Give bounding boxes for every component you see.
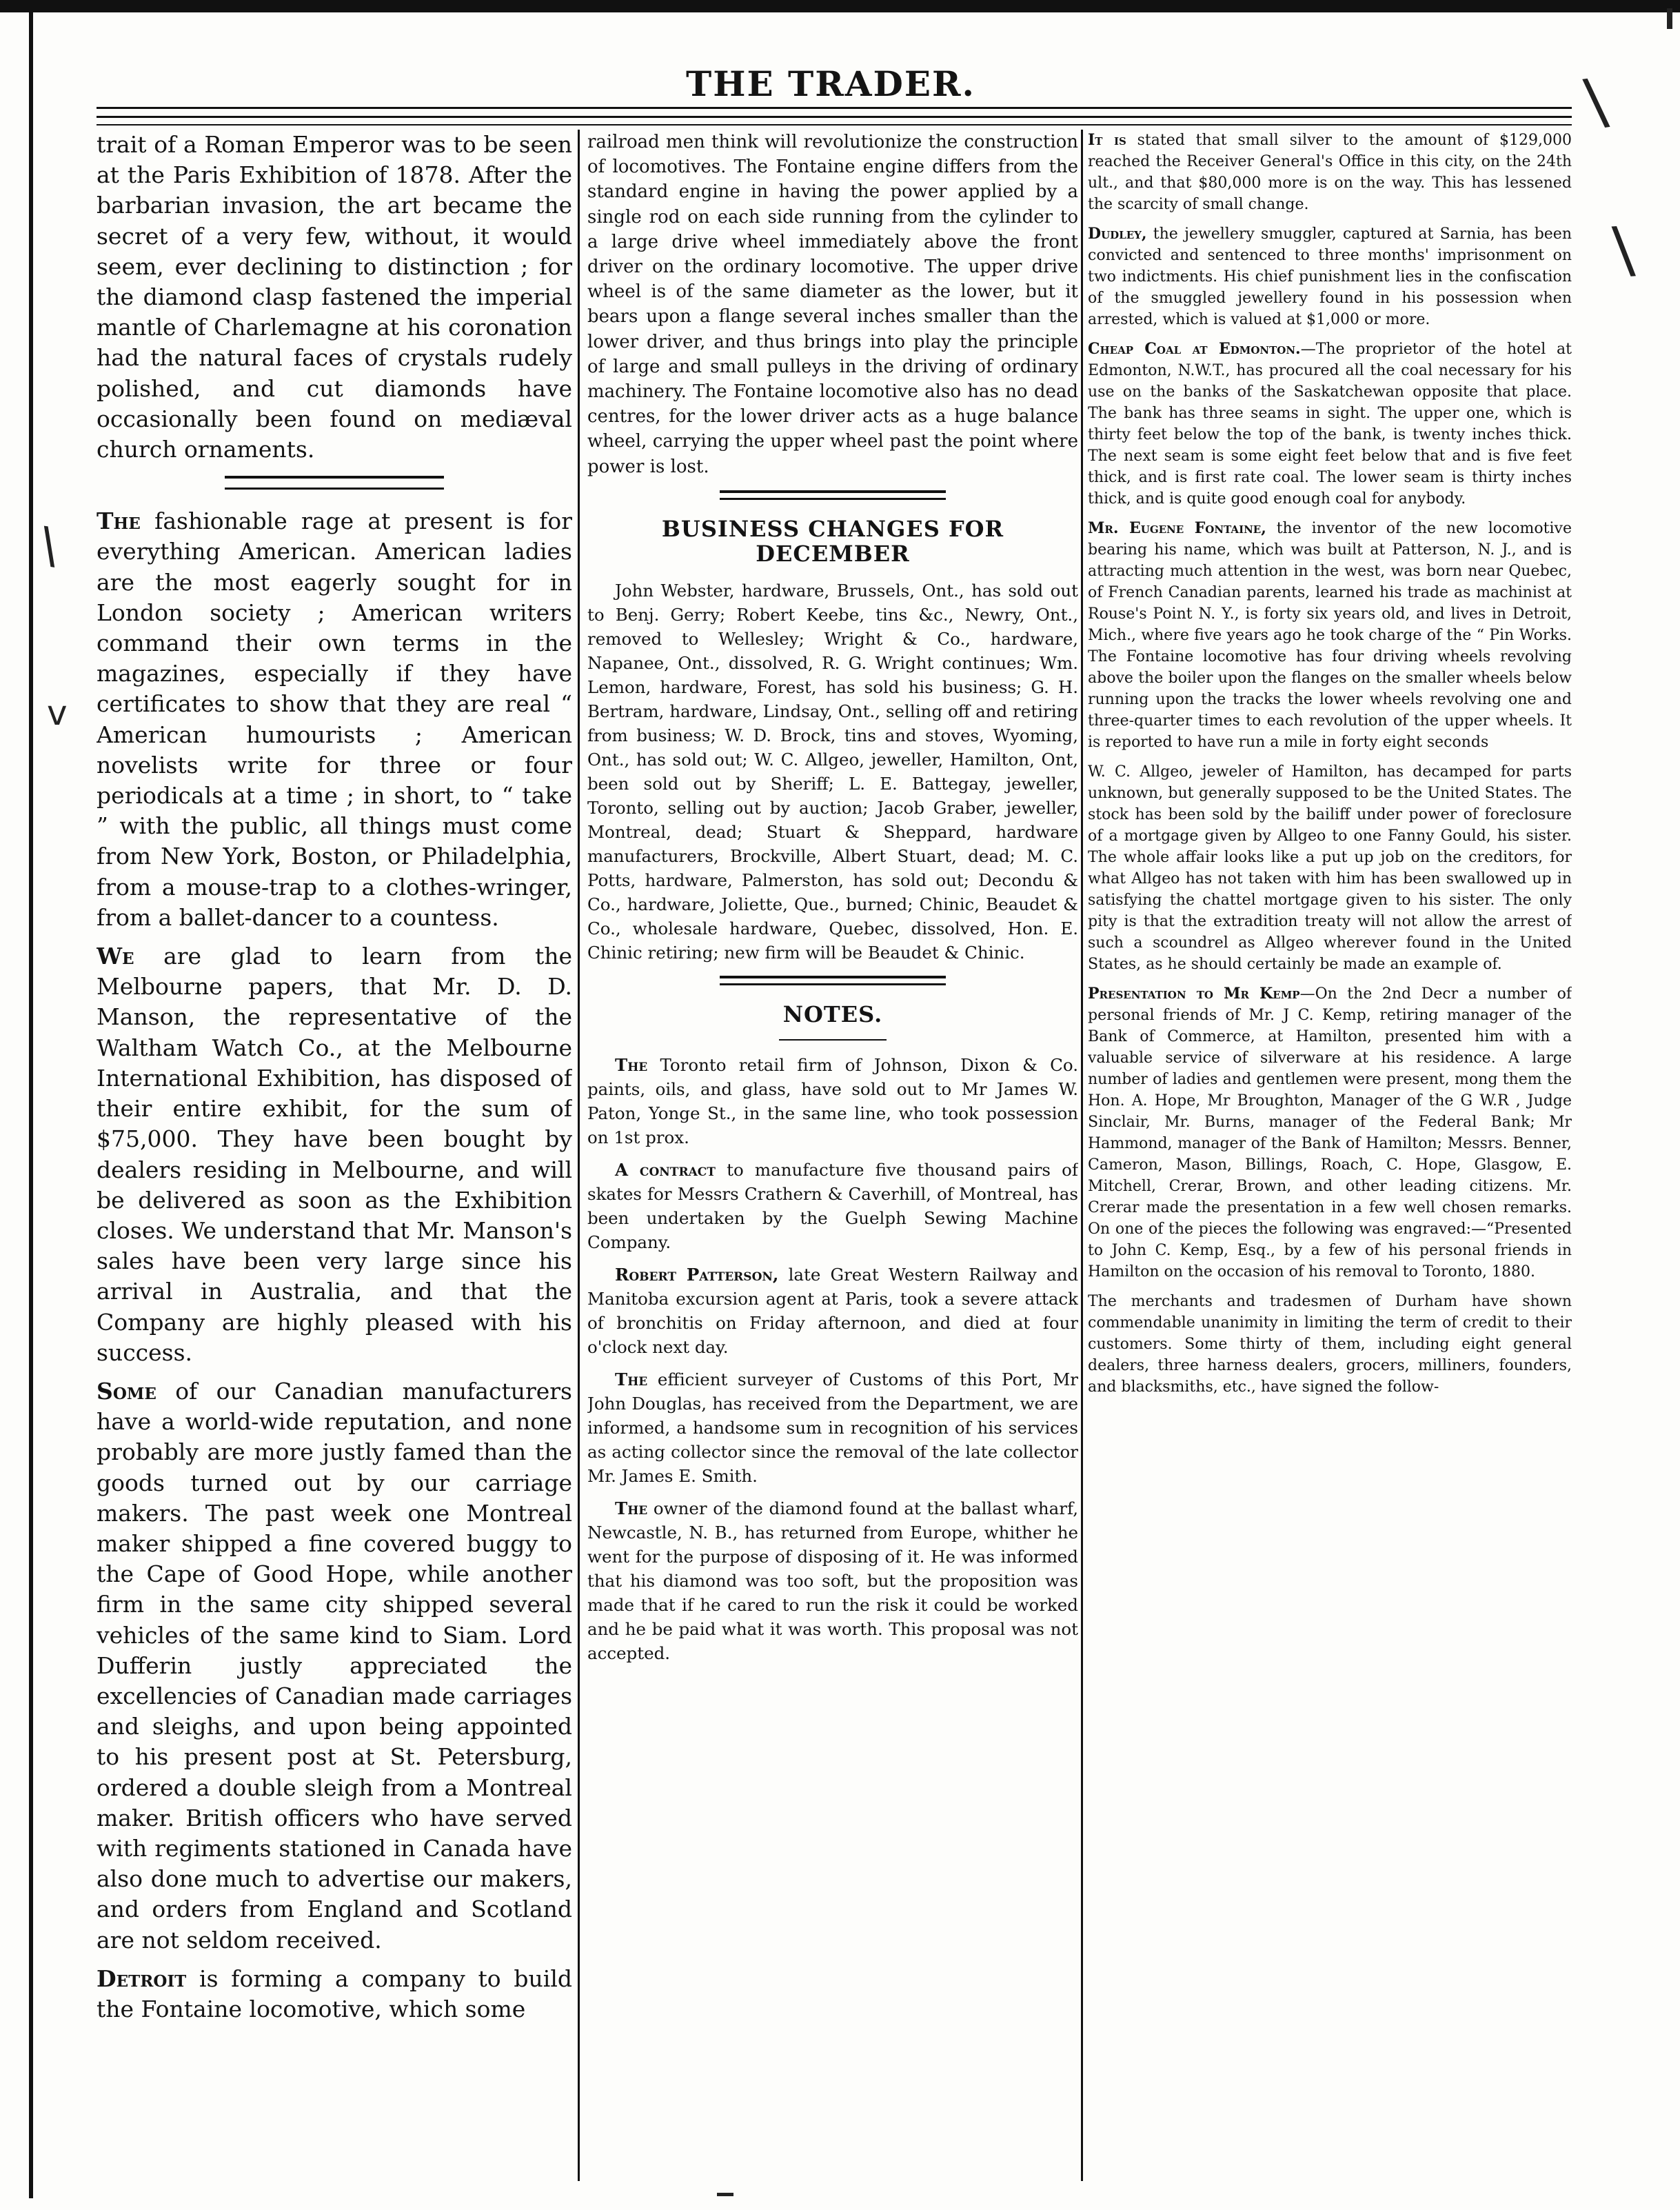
note-paragraph xyxy=(1088,518,1572,753)
lead-word: A contract xyxy=(615,1160,716,1181)
article-paragraph xyxy=(97,941,572,1368)
note-paragraph xyxy=(587,1158,1078,1254)
column-3 xyxy=(1088,130,1572,2210)
note-paragraph xyxy=(1088,983,1572,1283)
lead-word: Mr. Eugene Fontaine, xyxy=(1088,519,1266,537)
note-paragraph: The merchants and tradesmen of Durham have shown commendable unanimity in limiting the term of credit to their customers. Some thirty of them, including eight general dealers, three harness dealers, grocers, milliners, founders, and blacksmiths, etc., have signed the follow- xyxy=(1088,1293,1572,1396)
handwritten-check-mark: \ xyxy=(37,516,62,575)
note-text: —The proprietor of the hotel at Edmonton, N.W.T., has procured all the coal necessary for his use on the banks of the Saskatchewan opposite that place. The bank has three seams in sight. The upper one, which is thirty feet below the top of the bank, is twenty inches thick. The next seam is some eight feet below that and is five feet thick, and is first rate coal. The lower seam is thirty inches thick, and is quite good enough coal for anybody. xyxy=(1088,341,1572,508)
note-paragraph xyxy=(587,1367,1078,1488)
lead-word: The xyxy=(615,1369,648,1390)
article-text: is forming a company to build the Fontaine locomotive, which some xyxy=(97,1965,572,2022)
lead-word: Presentation to Mr Kemp xyxy=(1088,985,1300,1003)
masthead-rule xyxy=(97,107,1572,109)
column-1 xyxy=(97,130,572,2210)
lead-word: Cheap Coal at Edmonton. xyxy=(1088,340,1301,358)
lead-word: Robert Patterson, xyxy=(615,1265,779,1285)
note-text: —On the 2nd Decr a number of personal friends of Mr. J C. Kemp, retiring manager of the Bank of Commerce, at Hamilton, presented him with a valuable service of silverware at his residence. A large number of ladies and gentlemen were present, mong them the Hon. A. Hope, Mr Broughton, Manager of the G W.R , Judge Sinclair, Mr. Burns, manager of the Federal Bank; Mr Hammond, manager of the Bank of Hamilton; Messrs. Benner, Cameron, Mason, Billings, Roach, C. Hope, Glasgow, E. Mitchell, Crerar, Brown, and other leading citizens. Mr. Crerar made the presentation in a few well chosen remarks. On one of the pieces the following was engraved:—“Presented to John C. Kemp, Esq., by a few of his personal friends in Hamilton on the occasion of his removal to Toronto, 1880. xyxy=(1088,985,1572,1280)
lead-word: The xyxy=(97,508,141,535)
article-text: are glad to learn from the Melbourne papers, that Mr. D. D. Manson, the representative of the Waltham Watch Co., at the Melbourne International Exhibition, has disposed of their entire exhibit, for the sum of $75,000. They have been bought by dealers residing in Melbourne, and will be delivered as soon as the Exhibition closes. We understand that Mr. Manson's sales have been very large since his arrival in Australia, and that the Company are highly pleased with his success. xyxy=(97,943,572,1366)
business-changes-list: John Webster, hardware, Brussels, Ont., has sold out to Benj. Gerry; Robert Keebe, tins &c., Newry, Ont., removed to Wellesley; Wright & Co., hardware, Napanee, Ont., dissolved, R. G. Wright continues; Wm. Lemon, hardware, Forest, has sold his business; G. H. Bertram, hardware, Lindsay, Ont., selling off and retiring from business; W. D. Brock, tins and stoves, Wyoming, Ont., has sold out; W. C. Allgeo, jeweller, Hamilton, Ont, been sold out by Sheriff; L. E. Battegay, jeweller, Toronto, selling out by auction; Jacob Graber, jeweller, Montreal, dead; Stuart & Sheppard, hardware manufacturers, Brockville, Albert Stuart, dead; M. C. Potts, hardware, Palmerston, has sold out; Decondu & Co., hardware, Joliette, Que., burned; Chinic, Beaudet & Co., wholesale hardware, Quebec, dissolved, Hon. E. Chinic retiring; new firm will be Beaudet & Chinic. xyxy=(587,581,1078,963)
article-paragraph xyxy=(97,1964,572,2025)
lead-word: It is xyxy=(1088,131,1126,149)
note-text: owner of the diamond found at the ballast wharf, Newcastle, N. B., has returned from Europe, whither he went for the purpose of disposing of it. He was informed that his diamond was too soft, but the proposition was made that if he cared to run the risk it could be worked and he be paid what it was worth. This proposal was not accepted. xyxy=(587,1498,1078,1664)
column-divider xyxy=(1081,130,1083,2181)
column-2 xyxy=(587,130,1078,2210)
note-text: to manufacture five thousand pairs of skates for Messrs Crathern & Caverhill, of Montreal, has been undertaken by the Guelph Sewing Machine Company. xyxy=(587,1160,1078,1253)
section-heading-business-changes: BUSINESS CHANGES FOR DECEMBER xyxy=(661,515,1004,567)
note-paragraph xyxy=(1088,223,1572,330)
note-paragraph xyxy=(587,1053,1078,1149)
lead-word: We xyxy=(97,943,134,970)
note-text: Toronto retail firm of Johnson, Dixon & Co. paints, oils, and glass, have sold out to Mr James W. Paton, Yonge St., in the same line, who took possession on 1st prox. xyxy=(587,1055,1078,1148)
note-text: efficient surveyer of Customs of this Port, Mr John Douglas, has received from the Department, we are informed, a handsome sum in recognition of his services as acting collector since the removal of the late collector Mr. James E. Smith. xyxy=(587,1369,1078,1487)
heading-underline xyxy=(779,1039,887,1041)
note-paragraph xyxy=(587,1263,1078,1359)
right-edge-mark xyxy=(1667,8,1672,29)
article-text: fashionable rage at present is for everything American. American ladies are the most eagerly sought for in London society ; American writers command their own terms in the magazines, especially if they have certificates to show that they are real “ American humourists ; American novelists write for three or four periodicals at a time ; in short, to “ take ” with the public, all things must come from New York, Boston, or Philadelphia, from a mouse-trap to a clothes-wringer, from a ballet-dancer to a countess. xyxy=(97,508,572,931)
section-divider xyxy=(720,976,946,985)
note-text: the jewellery smuggler, captured at Sarnia, has been convicted and sentenced to three months' imprisonment on two indictments. His chief punishment lies in the confiscation of the smuggled jewellery found in his possession when arrested, which is valued at $1,000 or more. xyxy=(1088,225,1572,328)
article-paragraph: railroad men think will revolutionize the construction of locomotives. The Fontaine engine differs from the standard engine in having the power applied by a single rod on each side running from the cylinder to a large drive wheel immediately above the front driver on the ordinary locomotive. The upper drive wheel is of the same diameter as the lower, but it bears upon a flange several inches smaller than the lower driver, and thus brings into play the principle of large and small pulleys in the driving of ordinary machinery. The Fontaine locomotive also has no dead centres, for the lower driver acts as a huge balance wheel, carrying the upper wheel past the point where power is lost. xyxy=(587,132,1078,477)
left-border-rule xyxy=(29,12,33,2198)
section-divider xyxy=(720,490,946,500)
handwritten-check-mark: v xyxy=(47,693,68,733)
handwritten-check-mark: \ xyxy=(1610,213,1637,287)
article-paragraph: trait of a Roman Emperor was to be seen at the Paris Exhibition of 1878. After the barbarian invasion, the art became the secret of a very few, without, it would seem, ever declining to distinction ; for the diamond clasp fastened the imperial mantle of Charlemagne at his coronation had the natural faces of crystals rudely polished, and cut diamonds have occasionally been found on mediæval church ornaments. xyxy=(97,131,572,463)
note-paragraph xyxy=(1088,339,1572,510)
article-text: of our Canadian manufacturers have a world-wide reputation, and none probably are more justly famed than the goods turned out by our carriage makers. The past week one Montreal maker shipped a fine covered buggy to the Cape of Good Hope, while another firm in the same city shipped several vehicles of the same kind to Siam. Lord Dufferin justly appreciated the excellencies of Canadian made carriages and sleighs, and upon being appointed to his present post at St. Petersburg, ordered a double sleigh from a Montreal maker. British officers who have served with regiments stationed in Canada have also done much to advertise our makers, and orders from England and Scotland are not seldom received. xyxy=(97,1377,572,1953)
lead-word: The xyxy=(615,1055,648,1076)
lead-word: Detroit xyxy=(97,1965,187,1992)
article-paragraph xyxy=(97,506,572,933)
page-footer-dash xyxy=(717,2193,733,2196)
section-divider xyxy=(225,476,443,490)
masthead-rule xyxy=(97,124,1572,125)
note-text: stated that small silver to the amount of $129,000 reached the Receiver General's Office in this city, on the 24th ult., and that $80,000 more is on the way. This has lessened the scarcity of small change. xyxy=(1088,132,1572,213)
note-paragraph: W. C. Allgeo, jeweler of Hamilton, has decamped for parts unknown, but generally supposed to be the United States. The stock has been sold by the bailiff under power of foreclosure of a mortgage given by Allgeo to one Fanny Gould, his sister. The whole affair looks like a put up job on the creditors, for what Allgeo has not taken with him has been swallowed up in satisfying the chattel mortgage given to his sister. The only pity is that the extradition treaty will not allow the arrest of such a scoundrel as Allgeo wherever found in the United States, as he should certainly be made an example of. xyxy=(1088,763,1572,973)
note-paragraph xyxy=(1088,130,1572,215)
lead-word: Some xyxy=(97,1377,156,1405)
note-text: late Great Western Railway and Manitoba excursion agent at Paris, took a severe attack of bronchitis on Friday afternoon, and died at four o'clock next day. xyxy=(587,1265,1078,1358)
lead-word: The xyxy=(615,1498,648,1519)
lead-word: Dudley, xyxy=(1088,225,1147,243)
note-paragraph xyxy=(587,1496,1078,1665)
section-heading-notes: NOTES. xyxy=(782,1001,883,1028)
masthead-rule xyxy=(97,116,1572,118)
top-border-rule xyxy=(0,0,1680,12)
article-paragraph xyxy=(97,1376,572,1956)
column-divider xyxy=(578,130,580,2181)
masthead-title: THE TRADER. xyxy=(686,63,975,104)
handwritten-check-mark: \ xyxy=(1580,64,1612,139)
note-text: the inventor of the new locomotive bearing his name, which was built at Patterson, N. J., and is attracting much attention in the west, was born near Quebec, of French Canadian parents, learned his trade as machinist at Rouse's Point N. Y., is forty six years old, and lives in Detroit, Mich., where five years ago he took charge of the “ Pin Works. The Fontaine locomotive has four driving wheels revolving above the boiler upon the flanges on the smaller wheels below running upon the tracks the lower wheels revolving one and three-quarter times to each revolution of the upper wheels. It is reported to have run a mile in forty eight seconds xyxy=(1088,520,1572,751)
